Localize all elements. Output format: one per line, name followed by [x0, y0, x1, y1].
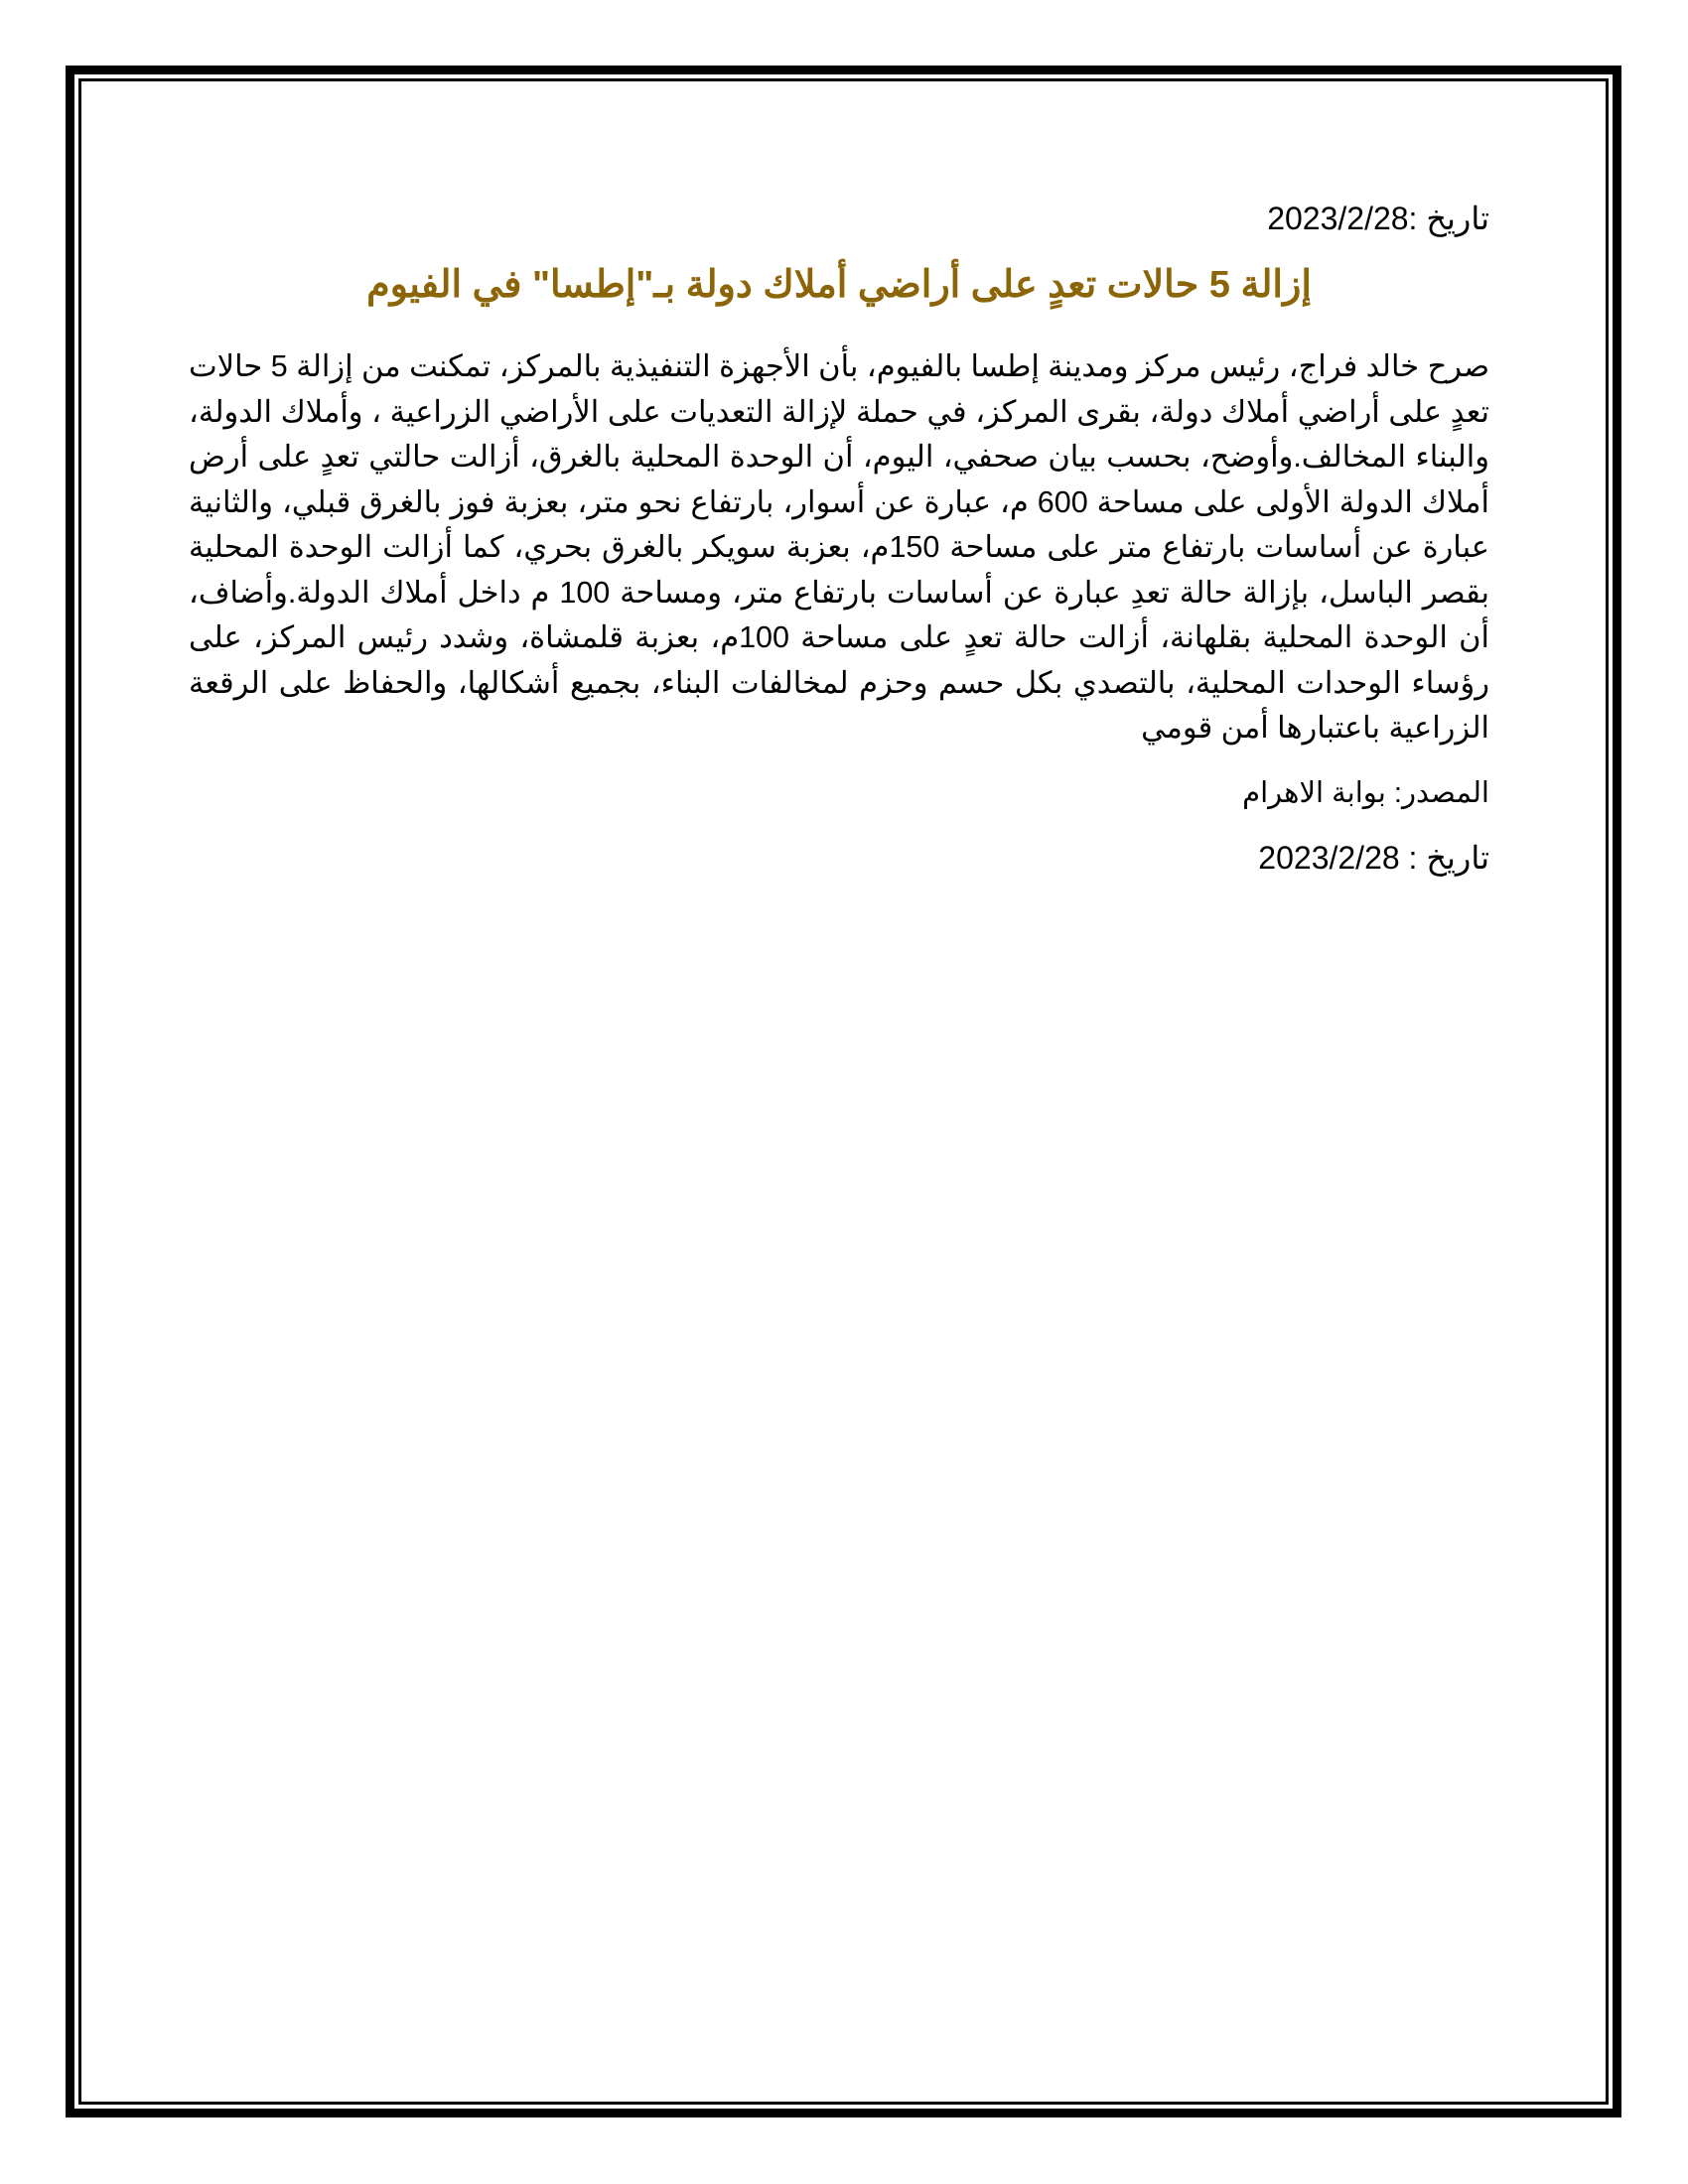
document-page: [189, 194, 1489, 883]
date-footer-label: تاريخ :: [1408, 839, 1489, 876]
date-header-label: تاريخ :: [1408, 201, 1489, 236]
article-source: المصدر: بوابة الاهرام: [1242, 776, 1489, 809]
article-body: صرح خالد فراج، رئيس مركز ومدينة إطسا بالفيوم، بأن الأجهزة التنفيذية بالمركز، تمكنت من إزالة 5 حالات تعدٍ على أراضي أملاك دولة، بقرى المركز، في حملة لإزالة التعديات على الأراضي الزراعية ، وأملاك الدولة، والبناء المخالف.وأوضح، بحسب بيان صحفي، اليوم، أن الوحدة المحلية بالغرق، أزالت حالتي تعدٍ على أرض أملاك الدولة الأولى على مساحة 600 م، عبارة عن أسوار، بارتفاع نحو متر، بعزبة فوز بالغرق قبلي، والثانية عبارة عن أساسات بارتفاع متر على مساحة 150م، بعزبة سويكر بالغرق بحري، كما أزالت الوحدة المحلية بقصر الباسل، بإزالة حالة تعدِ عبارة عن أساسات بارتفاع متر، ومساحة 100 م داخل أملاك الدولة.وأضاف، أن الوحدة المحلية بقلهانة، أزالت حالة تعدٍ على مساحة 100م، بعزبة قلمشاة، وشدد رئيس المركز، على رؤساء الوحدات المحلية، بالتصدي بكل حسم وحزم لمخالفات البناء، بجميع أشكالها، والحفاظ على الرقعة الزراعية باعتبارها أمن قومي: [189, 349, 1490, 745]
date-footer: [189, 833, 1489, 883]
date-header-value: 2023/2/28: [1267, 201, 1409, 236]
date-header: [189, 194, 1489, 243]
date-footer-value: 2023/2/28: [1258, 839, 1400, 876]
article-title: إزالة 5 حالات تعدٍ على أراضي أملاك دولة بـ"إطسا" في الفيوم: [366, 264, 1312, 306]
